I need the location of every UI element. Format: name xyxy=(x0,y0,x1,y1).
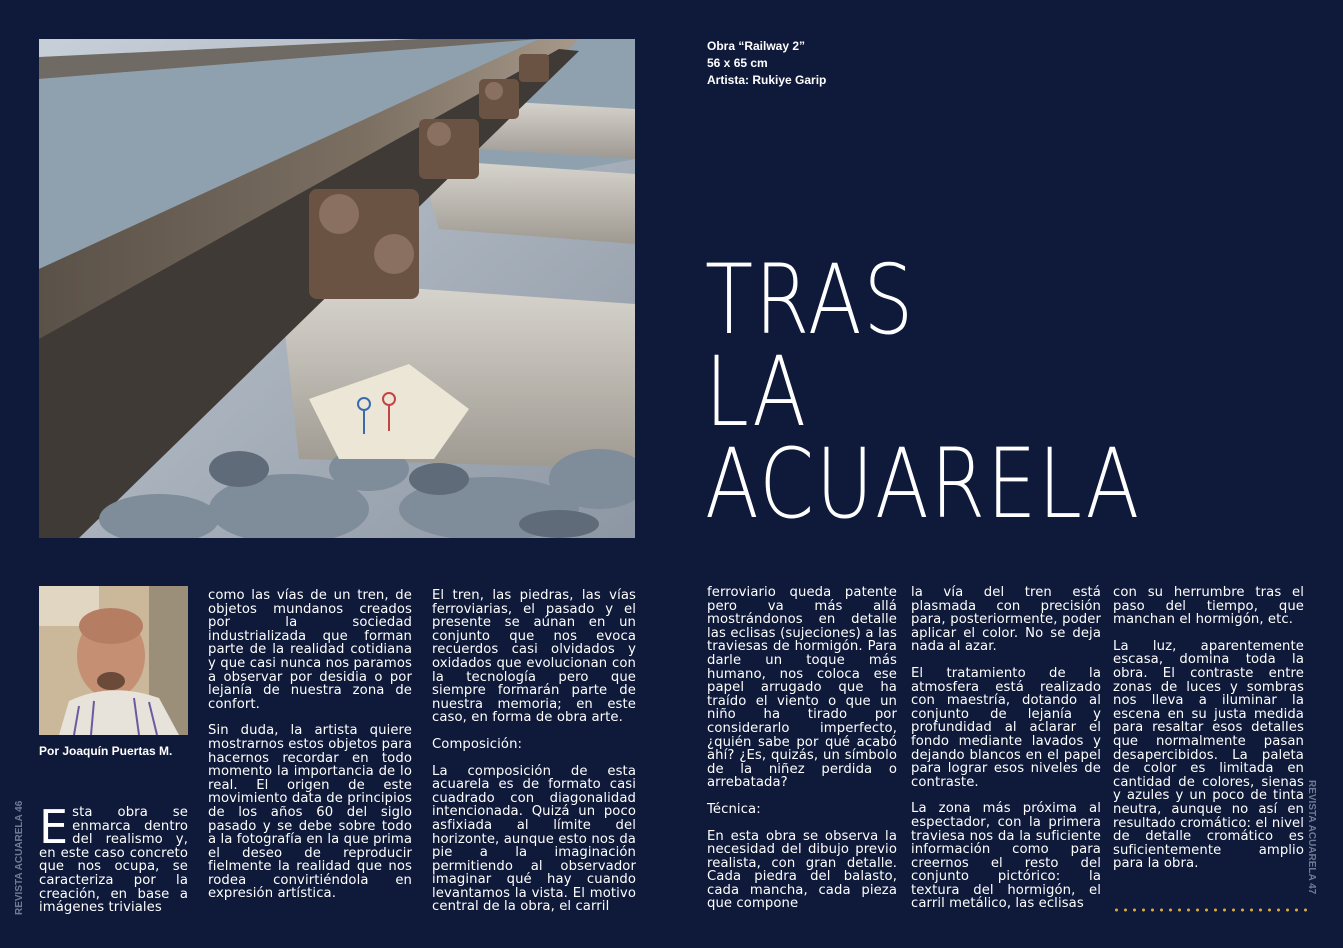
paragraph: ferroviario queda patente pero va más allá mostrándonos en detalle las eclisas (sujeciones) a las traviesas de hormigón. Para darle un toque más humano, nos coloca ese papel arrugado que ha traído el viento o que un niño ha tirado por considerarlo imperfecto, ¿quién sabe por qué acabó ahí? ¿Es, quizás, un símbolo de la niñez perdida o arrebatada? xyxy=(707,585,897,791)
column-1 xyxy=(39,800,188,928)
dotted-divider xyxy=(1112,906,1308,914)
artwork-caption xyxy=(707,38,826,89)
page-label-right: REVISTA ACUARELA 47 xyxy=(1306,780,1317,895)
paragraph: Sin duda, la artista quiere mostrarnos estos objetos para hacernos recordar en todo momento la importancia de lo real. El origen de este movimiento data de principios de los años 60 del siglo pasado y se debe sobre todo a la fotografía en la que prima el deseo de reproducir fielmente la realidad que nos rodea convirtiéndola en expresión artística. xyxy=(208,723,412,902)
author-byline: Por Joaquín Puertas M. xyxy=(39,744,173,758)
subheading-composicion: Composición: xyxy=(432,736,523,752)
headline xyxy=(705,244,1237,540)
paragraph: con su herrumbre tras el paso del tiempo, que manchan el hormigón, etc. xyxy=(1113,585,1304,628)
column-3 xyxy=(432,589,636,927)
column-5 xyxy=(911,586,1101,924)
artwork-image-railway xyxy=(39,39,635,538)
right-page xyxy=(671,0,1343,948)
left-page xyxy=(0,0,671,948)
paragraph: como las vías de un tren, de objetos mundanos creados por la sociedad industrializada que forman parte de la realidad cotidiana y que casi nunca nos paramos a observar por desidia o por lejanía de nuestra zona de confort. xyxy=(208,588,412,712)
paragraph: La composición de esta acuarela es de formato casi cuadrado con diagonalidad intencionada. Quizá un poco asfixiada al límite del horizonte, aunque esto nos da pie a la imaginación permitiendo al observador imaginar qué hay cuando levantamos la vista. El motivo central de la obra, el carril xyxy=(432,763,636,915)
paragraph: La luz, aparentemente escasa, domina toda la obra. El contraste entre zonas de luces y sombras nos lleva a iluminar la escena en su justa medida para resaltar esos detalles que normalmente pasan desapercibidos. La paleta de color es limitada en cantidad de colores, sienas y azules y un poco de tinta neutra, aunque no así en resultado cromático: el nivel de detalle cromático es suficientemente amplio para la obra. xyxy=(1113,638,1304,872)
drop-cap: E xyxy=(39,800,69,854)
headline-line-2: LA xyxy=(705,336,808,448)
column-6 xyxy=(1113,586,1304,884)
author-photo xyxy=(39,586,188,735)
paragraph: El tren, las piedras, las vías ferroviarias, el pasado y el presente se aúnan en un conjunto que nos evoca recuerdos casi olvidados y oxidados que evolucionan con la tecnología pero que siempre formarán parte de nuestra memoria; en este caso, en forma de obra arte. xyxy=(432,588,636,726)
paragraph: El tratamiento de la atmosfera está realizado con maestría, dotando al conjunto de lejanía y profundidad al aclarar el fondo mediante lavados y dejando blancos en el papel para lograr esos niveles de contraste. xyxy=(911,665,1101,790)
column-2 xyxy=(208,589,412,914)
column-1-text: sta obra se enmarca dentro del realismo y, en este caso concreto que nos ocupa, se caracteriza por la creación, en base a imágenes triviales xyxy=(39,805,188,916)
paragraph: En esta obra se observa la necesidad del dibujo previo realista, con gran detalle. Cada piedra del balasto, cada mancha, cada pieza que compone xyxy=(707,828,897,912)
artwork-artist: Artista: Rukiye Garip xyxy=(707,73,827,87)
column-4 xyxy=(707,586,897,924)
artwork-title: Obra “Railway 2” xyxy=(707,39,806,53)
headline-line-1: TRAS xyxy=(705,244,915,356)
artwork-size: 56 x 65 cm xyxy=(707,56,768,70)
headline-line-3: ACUARELA xyxy=(705,428,1141,540)
paragraph: la vía del tren está plasmada con precisión para, posteriormente, poder aplicar el color. No se deja nada al azar. xyxy=(911,585,1101,655)
paragraph: La zona más próxima al espectador, con la primera traviesa nos da la suficiente información como para creernos el resto del conjunto pictórico: la textura del hormigón, el carril metálico, las eclisas xyxy=(911,801,1101,912)
subheading-tecnica: Técnica: xyxy=(707,801,761,817)
page-label-left: REVISTA ACUARELA 46 xyxy=(14,800,25,915)
